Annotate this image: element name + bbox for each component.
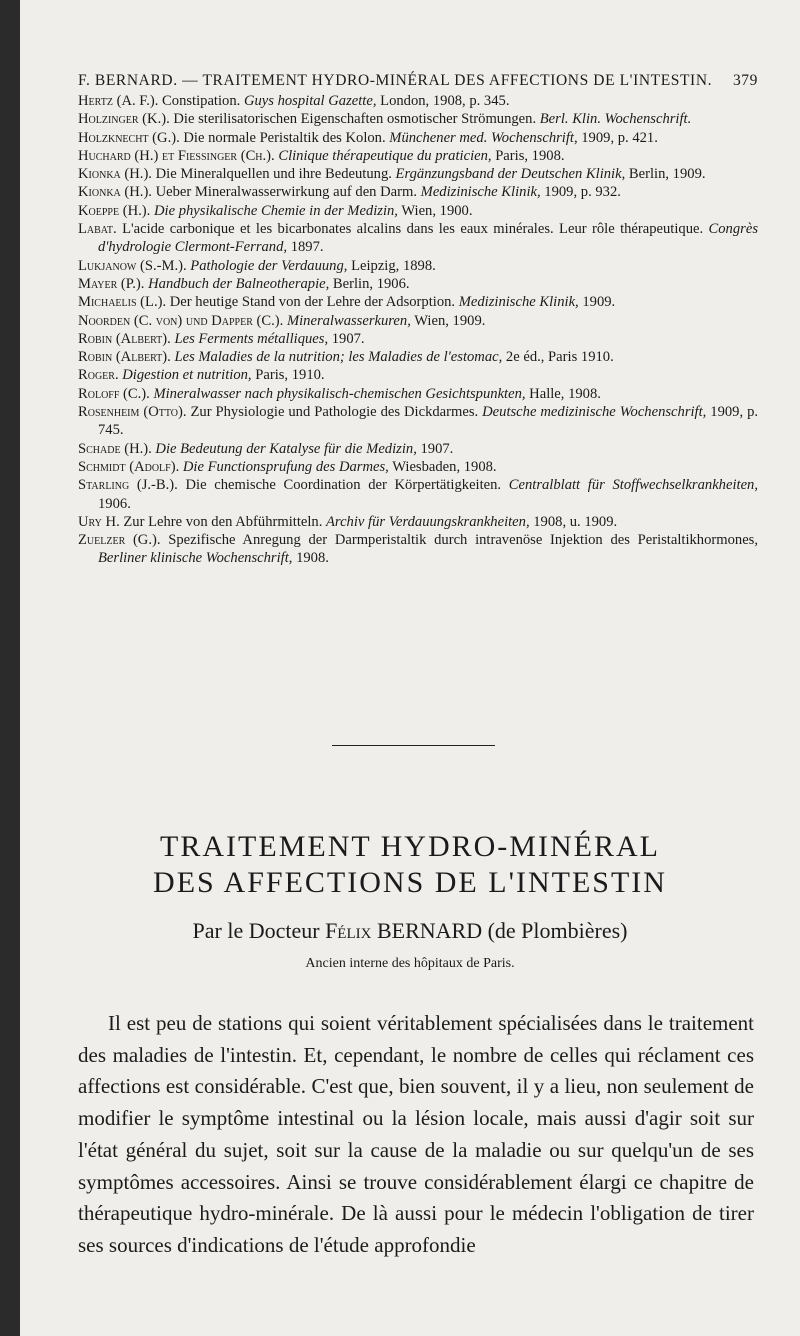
entry-title: Mineralwasser nach physikalisch-chemischen Gesichtspunkten, xyxy=(153,385,526,402)
entry-details: 1907. xyxy=(328,330,365,347)
entry-author: Robin (Albert). xyxy=(78,330,171,347)
entry-details: 1908, u. 1909. xyxy=(529,513,618,530)
entry-title: Die Bedeutung der Katalyse für die Medizin, xyxy=(155,440,417,457)
entry-title: Clinique thérapeutique du praticien, xyxy=(278,147,492,164)
bibliography-entry xyxy=(78,385,758,403)
entry-title: Deutsche medizinische Wochenschrift, xyxy=(482,404,707,421)
bibliography-entry xyxy=(78,403,758,440)
bibliography-entry xyxy=(78,257,758,275)
entry-author: Labat. xyxy=(78,221,117,238)
entry-details: Paris, 1910. xyxy=(251,367,325,384)
entry-author: Huchard (H.) et Fiessinger (Ch.). xyxy=(78,147,275,164)
entry-text: Die sterilisatorischen Eigenschaften osmotischer Strömungen. xyxy=(169,111,540,128)
entry-details: 1909, p. 421. xyxy=(577,129,658,146)
entry-author: Kionka (H.). xyxy=(78,166,152,183)
entry-details: Wien, 1909. xyxy=(410,312,486,329)
entry-text: Die Mineralquellen und ihre Bedeutung. xyxy=(151,166,396,183)
body-paragraph: Il est peu de stations qui soient véritablement spécialisées dans le traitement des maladies de l'intestin. Et, cependant, le nombre de celles qui réclament ces affections est considérable. C'est que, bien souvent, il y a lieu, non seulement de modifier le symptôme intestinal ou la lésion locale, mais aussi d'agir soit sur l'état général du sujet, soit sur la cause de la maladie ou sur quelqu'un de ses symptômes accessoires. Ainsi se trouve considérablement élargi ce chapitre de thérapeutique hydro-minérale. De là aussi pour le médecin l'obligation de tirer ses sources d'indications de l'étude approfondie xyxy=(78,1011,754,1257)
entry-author: Lukjanow (S.-M.). xyxy=(78,257,187,274)
bibliography-entry xyxy=(78,330,758,348)
page xyxy=(20,0,800,1336)
section-divider xyxy=(332,745,495,746)
entry-author: Noorden (C. von) und Dapper (C.). xyxy=(78,312,284,329)
entry-details: Paris, 1908. xyxy=(491,147,565,164)
entry-text: Spezifische Anregung der Darmperistaltik durch intravenöse Injektion des Peristaltikhormones, xyxy=(160,532,758,549)
entry-author: Roloff (C.). xyxy=(78,385,150,402)
entry-details: 1897. xyxy=(287,239,324,256)
bibliography-entry xyxy=(78,366,758,384)
entry-author: Koeppe (H.). xyxy=(78,202,151,219)
entry-author: Kionka (H.). xyxy=(78,184,152,201)
entry-title: Mineralwasserkuren, xyxy=(286,312,411,329)
entry-title: Medizinische Klinik, xyxy=(420,184,541,201)
entry-text: Die chemische Coordination der Körpertätigkeiten. xyxy=(177,477,509,494)
entry-author: Starling (J.-B.). xyxy=(78,477,178,494)
entry-text: Constipation. xyxy=(158,93,244,109)
entry-details: Berlin, 1909. xyxy=(625,166,706,183)
bibliography-entry xyxy=(78,513,758,531)
author-first-name: Félix xyxy=(325,918,372,943)
entry-title: Handbuch der Balneotherapie, xyxy=(148,275,330,292)
entry-author: Rosenheim (Otto). xyxy=(78,404,187,421)
author-affiliation: Ancien interne des hôpitaux de Paris. xyxy=(305,956,515,971)
entry-details: Wiesbaden, 1908. xyxy=(388,458,497,475)
entry-author: Holzinger (K.). xyxy=(78,111,170,128)
running-head xyxy=(78,72,758,90)
byline-prefix: Par le Docteur xyxy=(192,918,320,943)
entry-details: 1906. xyxy=(98,495,131,512)
entry-title: Medizinische Klinik, xyxy=(458,294,579,311)
entry-title: Centralblatt für Stoffwechselkrankheiten, xyxy=(508,477,758,494)
entry-details: 1909, p. 932. xyxy=(540,184,621,201)
entry-text: Zur Physiologie und Pathologie des Dickdarmes. xyxy=(186,404,483,421)
bibliography-entry xyxy=(78,220,758,257)
entry-details: Wien, 1900. xyxy=(397,202,473,219)
entry-title: Die Functionsprufung des Darmes, xyxy=(182,458,389,475)
entry-text: L'acide carbonique et les bicarbonates alcalins dans les eaux minérales. Leur rôle thérapeutique. xyxy=(116,221,709,238)
entry-title: Münchener med. Wochenschrift, xyxy=(389,129,578,146)
running-title: F. BERNARD. — TRAITEMENT HYDRO-MINÉRAL DES AFFECTIONS DE L'INTESTIN. xyxy=(78,72,713,89)
entry-details: Berlin, 1906. xyxy=(329,275,410,292)
entry-text: Die normale Peristaltik des Kolon. xyxy=(179,129,390,146)
entry-author: Michaelis (L.). xyxy=(78,294,167,311)
entry-details: 1909. xyxy=(578,294,616,311)
entry-details: Halle, 1908. xyxy=(525,385,601,402)
entry-title: Pathologie der Verdauung, xyxy=(190,257,348,274)
entry-author: Schmidt (Adolf). xyxy=(78,458,180,475)
bibliography-entry xyxy=(78,531,758,568)
entry-details: 1908. xyxy=(292,550,329,567)
entry-title: Les Ferments métalliques, xyxy=(174,330,329,347)
article-title-line-1: TRAITEMENT HYDRO-MINÉRAL xyxy=(160,830,660,863)
byline xyxy=(20,918,800,944)
entry-title: Digestion et nutrition, xyxy=(122,367,252,384)
entry-details: Leipzig, 1898. xyxy=(347,257,436,274)
bibliography-entry xyxy=(78,293,758,311)
bibliography-entry xyxy=(78,129,758,147)
entry-author: Ury H. xyxy=(78,513,120,530)
bibliography-entry xyxy=(78,275,758,293)
entry-text: Der heutige Stand von der Lehre der Adsorption. xyxy=(166,294,459,311)
entry-title: Ergänzungsband der Deutschen Klinik, xyxy=(395,166,626,183)
page-number: 379 xyxy=(732,72,758,89)
author-name: BERNARD (de Plombières) xyxy=(376,918,628,943)
entry-text: Zur Lehre von den Abführmitteln. xyxy=(119,513,327,530)
bibliography-entry xyxy=(78,183,758,201)
bibliography-entry xyxy=(78,202,758,220)
entry-title: Berl. Klin. Wochenschrift. xyxy=(539,111,692,128)
entry-title: Die physikalische Chemie in der Medizin, xyxy=(153,202,398,219)
article-title-line-2: DES AFFECTIONS DE L'INTESTIN xyxy=(153,866,667,899)
entry-text: Ueber Mineralwasserwirkung auf den Darm. xyxy=(151,184,421,201)
bibliography-entry xyxy=(78,92,758,110)
entry-author: Roger. xyxy=(78,367,119,384)
bibliography-entry xyxy=(78,476,758,513)
entry-details: 1909, p. 745. xyxy=(98,404,759,439)
bibliography-entry xyxy=(78,440,758,458)
bibliography-entry xyxy=(78,348,758,366)
bibliography-entry xyxy=(78,458,758,476)
bibliography-entry xyxy=(78,165,758,183)
entry-title: Guys hospital Gazette, xyxy=(243,93,377,109)
bibliography-entry xyxy=(78,147,758,165)
entry-author: Schade (H.). xyxy=(78,440,152,457)
entry-details: 2e éd., Paris 1910. xyxy=(502,349,614,366)
entry-title: Congrès d'hydrologie Clermont-Ferrand, xyxy=(98,221,758,256)
entry-author: Zuelzer (G.). xyxy=(78,532,161,549)
bibliography xyxy=(78,92,758,568)
entry-author: Hertz (A. F.). xyxy=(78,93,159,109)
bibliography-entry xyxy=(78,312,758,330)
entry-details: 1907. xyxy=(416,440,454,457)
entry-author: Robin (Albert). xyxy=(78,349,171,366)
entry-title: Les Maladies de la nutrition; les Maladies de l'estomac, xyxy=(174,349,503,366)
bibliography-entry xyxy=(78,110,758,128)
entry-title: Archiv für Verdauungskrankheiten, xyxy=(326,513,530,530)
entry-author: Holzknecht (G.). xyxy=(78,129,180,146)
entry-author: Mayer (P.). xyxy=(78,275,145,292)
entry-details: London, 1908, p. 345. xyxy=(376,93,510,109)
entry-title: Berliner klinische Wochenschrift, xyxy=(98,550,293,567)
